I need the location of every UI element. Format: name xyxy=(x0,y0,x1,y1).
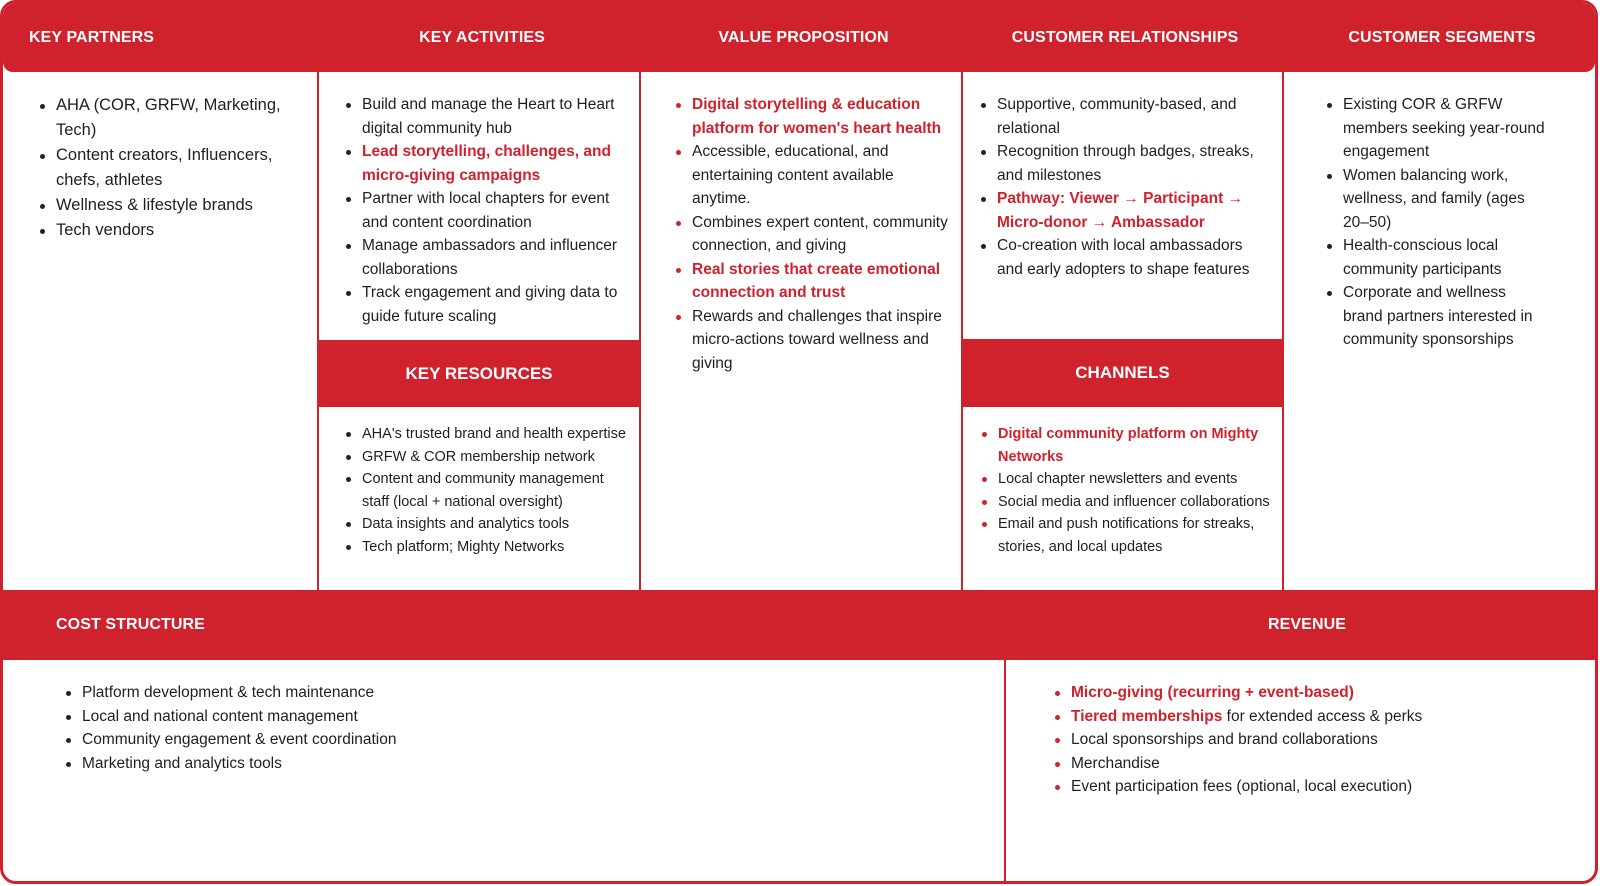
header-key-activities: KEY ACTIVITIES xyxy=(419,28,545,46)
list-item: Manage ambassadors and influencer collaborations xyxy=(342,234,627,281)
list-item: GRFW & COR membership network xyxy=(342,446,627,469)
header-cost-structure: COST STRUCTURE xyxy=(56,616,205,633)
list-item: Content creators, Influencers, chefs, athletes xyxy=(36,143,301,193)
list-item: Wellness & lifestyle brands xyxy=(36,193,301,218)
header-customer-segments: CUSTOMER SEGMENTS xyxy=(1348,28,1536,46)
list-item: Merchandise xyxy=(1051,752,1571,776)
header-customer-relationships: CUSTOMER RELATIONSHIPS xyxy=(1011,28,1239,46)
list-item: Local chapter newsletters and events xyxy=(978,468,1270,491)
header-key-partners: KEY PARTNERS xyxy=(29,28,155,46)
header-value-proposition: VALUE PROPOSITION xyxy=(718,28,889,46)
list-item: Women balancing work, wellness, and family (ages 20–50) xyxy=(1323,164,1548,235)
top-header-band xyxy=(3,3,1595,72)
list-item-highlighted: Lead storytelling, challenges, and micro-giving campaigns xyxy=(342,140,627,187)
list-item: Accessible, educational, and entertaining content available anytime. xyxy=(672,140,954,211)
key-activities-list xyxy=(342,93,627,328)
revenue-highlight-text: Tiered memberships xyxy=(1071,707,1223,725)
column-divider xyxy=(317,72,319,590)
value-proposition-list xyxy=(672,93,954,375)
key-resources-list xyxy=(342,423,627,558)
key-partners-list xyxy=(36,93,301,243)
list-item: Partner with local chapters for event and content coordination xyxy=(342,187,627,234)
list-item: Corporate and wellness brand partners interested in community sponsorships xyxy=(1323,281,1548,352)
list-item: Existing COR & GRFW members seeking year-round engagement xyxy=(1323,93,1548,164)
header-channels: CHANNELS xyxy=(963,339,1282,407)
list-item: Recognition through badges, streaks, and milestones xyxy=(977,140,1269,187)
column-divider xyxy=(639,72,641,590)
list-item: Tech platform; Mighty Networks xyxy=(342,536,627,559)
list-item: Rewards and challenges that inspire micro-actions toward wellness and giving xyxy=(672,305,954,376)
list-item: Content and community management staff (local + national oversight) xyxy=(342,468,627,513)
list-item: Co-creation with local ambassadors and early adopters to shape features xyxy=(977,234,1269,281)
list-item: Local and national content management xyxy=(62,705,962,729)
header-key-resources: KEY RESOURCES xyxy=(319,340,639,407)
list-item: Data insights and analytics tools xyxy=(342,513,627,536)
column-divider xyxy=(961,72,963,590)
list-item-highlighted: Pathway: Viewer → Participant → Micro-donor → Ambassador xyxy=(977,187,1269,234)
channels-list xyxy=(978,423,1270,558)
bottom-header-band xyxy=(3,590,1595,660)
customer-segments-list xyxy=(1323,93,1548,352)
list-item: AHA (COR, GRFW, Marketing, Tech) xyxy=(36,93,301,143)
column-divider xyxy=(1004,590,1006,884)
list-item: Social media and influencer collaborations xyxy=(978,491,1270,514)
list-item-highlighted: Digital storytelling & education platform for women's heart health xyxy=(672,93,954,140)
list-item-highlighted: Micro-giving (recurring + event-based) xyxy=(1051,681,1571,705)
list-item-highlighted: Real stories that create emotional connection and trust xyxy=(672,258,954,305)
list-item: Combines expert content, community connection, and giving xyxy=(672,211,954,258)
list-item: Health-conscious local community participants xyxy=(1323,234,1548,281)
list-item: Marketing and analytics tools xyxy=(62,752,962,776)
list-item: Event participation fees (optional, local execution) xyxy=(1051,775,1571,799)
list-item: Track engagement and giving data to guide future scaling xyxy=(342,281,627,328)
list-item xyxy=(1051,705,1571,729)
list-item-highlighted: Digital community platform on Mighty Networks xyxy=(978,423,1270,468)
column-divider xyxy=(1282,72,1284,590)
list-item: Platform development & tech maintenance xyxy=(62,681,962,705)
header-revenue: REVENUE xyxy=(1267,616,1347,633)
list-item: Tech vendors xyxy=(36,218,301,243)
list-item: Local sponsorships and brand collaborations xyxy=(1051,728,1571,752)
cost-structure-list xyxy=(62,681,962,775)
list-item: Build and manage the Heart to Heart digital community hub xyxy=(342,93,627,140)
revenue-list xyxy=(1051,681,1571,799)
customer-relationships-list xyxy=(977,93,1269,281)
list-item: Community engagement & event coordination xyxy=(62,728,962,752)
revenue-item-text: for extended access & perks xyxy=(1222,707,1423,725)
list-item: AHA's trusted brand and health expertise xyxy=(342,423,627,446)
list-item: Supportive, community-based, and relational xyxy=(977,93,1269,140)
list-item: Email and push notifications for streaks, stories, and local updates xyxy=(978,513,1270,558)
